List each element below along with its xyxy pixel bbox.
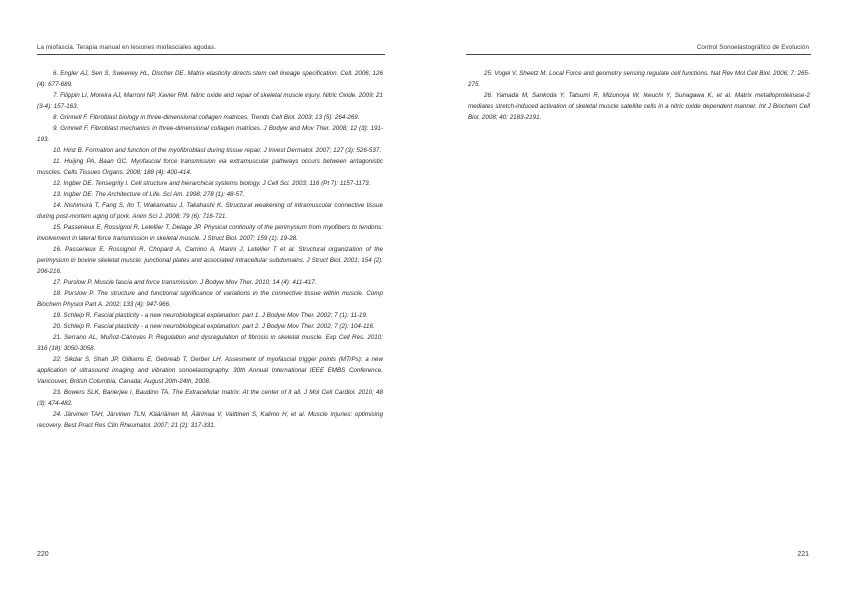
right-reference-list [468, 68, 810, 123]
left-page-number: 220 [37, 551, 49, 558]
reference-26: 26. Yamada M, Sankoda Y, Tatsumi R, Mizunoya W, Ikeuchi Y, Sunagawa K, et al. Matrix metalloproteinase-2 mediates stretch-induced activation of skeletal muscle satellite cells in a nitric oxide dependent manner. Int J Biochem Cell Biol. 2008; 40: 2183-2191. [468, 92, 810, 121]
reference-24: 24. Järvinen TAH, Järvinen TLN, Kääriäinen M, Äärimaa V, Vaittinen S, Kalimo H, et al. Muscle Injuries: optimising recovery. Best Pract Res Clin Rheumatol. 2007; 21 (2): 317-331. [37, 411, 383, 429]
reference-22: 22. Sikdar S, Shah JP, Gilliams E, Gebreab T, Gerber LH. Assesment of myofascial trigger points (MTrPs): a new application of ultrasound imaging and vibration sonoelastography. 30th Annual International IEEE EMBS Conference. Vancouver, British Columbia, Canada; August 20th-24th, 2008. [37, 356, 383, 385]
reference-20: 20. Schleip R. Fascial plasticity - a new neurobiological explanation: part 2. J Bodyw Mov Ther. 2002; 7 (2): 104-116. [53, 323, 375, 330]
reference-9: 9. Grinnell F. Fibroblast mechanics in three-dimensional collagen matrices. J Bodyw and Mov Ther. 2008; 12 (3): 191-193. [37, 125, 383, 143]
reference-10: 10. Hinz B. Formation and function of the myofibroblast during tissue repair. J Invest Dermatol. 2007; 127 (3): 526-537. [53, 147, 382, 154]
reference-8: 8. Grinnell F. Fibroblast biology in three-dimensional collagen matrices. Trends Cell Biol. 2003; 13 (5): 264-269. [53, 114, 360, 121]
reference-12: 12. Ingber DE. Tensegrity I. Cell structure and hierarchical systems biology. J Cell Sci. 2003; 116 (Pt 7): 1157-1173. [53, 180, 371, 187]
right-page [424, 0, 848, 594]
reference-23: 23. Bowers SLK, Banerjee I, Baudino TA. The Extracellular matrix: At the center of it all. J Mol Cell Cardiol. 2010; 48 (3): 474-482. [37, 389, 383, 407]
right-page-number: 221 [797, 551, 809, 558]
reference-6: 6. Engler AJ, Sen S, Sweeney HL, Discher DE. Matrix elasticity directs stem cell lineage specification. Cell. 2006; 126 (4): 677-689. [37, 70, 383, 88]
reference-18: 18. Purslow P. The structure and functional significance of variations in the connective tissue within muscle. Comp Biochem Physiol Part A. 2002; 133 (4): 947-966. [37, 290, 383, 308]
reference-13: 13. Ingber DE. The Architecture of Life. Sci Am. 1998; 278 (1): 48-57. [53, 191, 245, 198]
left-header-rule [37, 54, 385, 55]
right-running-head: Control Sonoelastográfico de Evolución [696, 44, 809, 51]
reference-17: 17. Purslow P. Muscle fascia and force transmission. J Bodyw Mov Ther. 2010; 14 (4): 411-417. [53, 279, 317, 286]
reference-11: 11. Huijing PA, Baan GC. Myofascial force transmission via extramuscular pathways occurs between antagonistic muscles. Cells Tissues Organs. 2008; 188 (4): 400-414. [37, 158, 383, 176]
reference-21: 21. Serrano AL, Muñoz-Cánoves P. Regulation and dysregulation of fibrosis in skeletal muscle. Exp Cell Res. 2010; 316 (18): 3050-3058. [37, 334, 383, 352]
reference-15: 15. Passerieux E, Rossignol R, Letellier T, Delage JP. Physical continuity of the perimysium from myofibers to tendons: involvement in lateral force transmission in skeletal muscle. J Struct Biol. 2007; 159 (1): 19-28. [37, 224, 383, 242]
reference-25: 25. Vogel V, Sheetz M. Local Force and geometry sensing regulate cell functions. Nat Rev Mol Cell Biol. 2006; 7: 265-275. [468, 70, 810, 88]
reference-7: 7. Filippin LI, Moreira AJ, Marroni NP, Xavier RM. Nitric oxide and repair of skeletal muscle injury. Nitric Oxide. 2009; 21 (3-4): 157-163. [37, 92, 383, 110]
left-running-head: La miofascia. Terapia manual en lesiones miofasciales agudas. [37, 44, 216, 51]
reference-19: 19. Schleip R. Fascial plasticity - a new neurobiological explanation: part 1. J Bodyw Mov Ther. 2002; 7 (1): 11-19. [53, 312, 368, 319]
reference-16: 16. Passerieux E, Rossignol R, Chopard A, Carnino A, Marini J, Letellier T et al. Structural organization of the perimysium in bovine skeletal muscle: junctional plates and associated intracellular subdomains. J Struct Biol. 2001; 154 (2): 206-216. [37, 246, 383, 275]
left-reference-list [37, 68, 383, 431]
reference-14: 14. Nishimura T, Fang S, Ito T, Wakamatsu J, Takahashi K. Structural weakening of intramuscular connective tissue during post-mortem aging of pork. Anim Sci J. 2008; 79 (6): 716-721. [37, 202, 383, 220]
right-header-rule [466, 54, 811, 55]
